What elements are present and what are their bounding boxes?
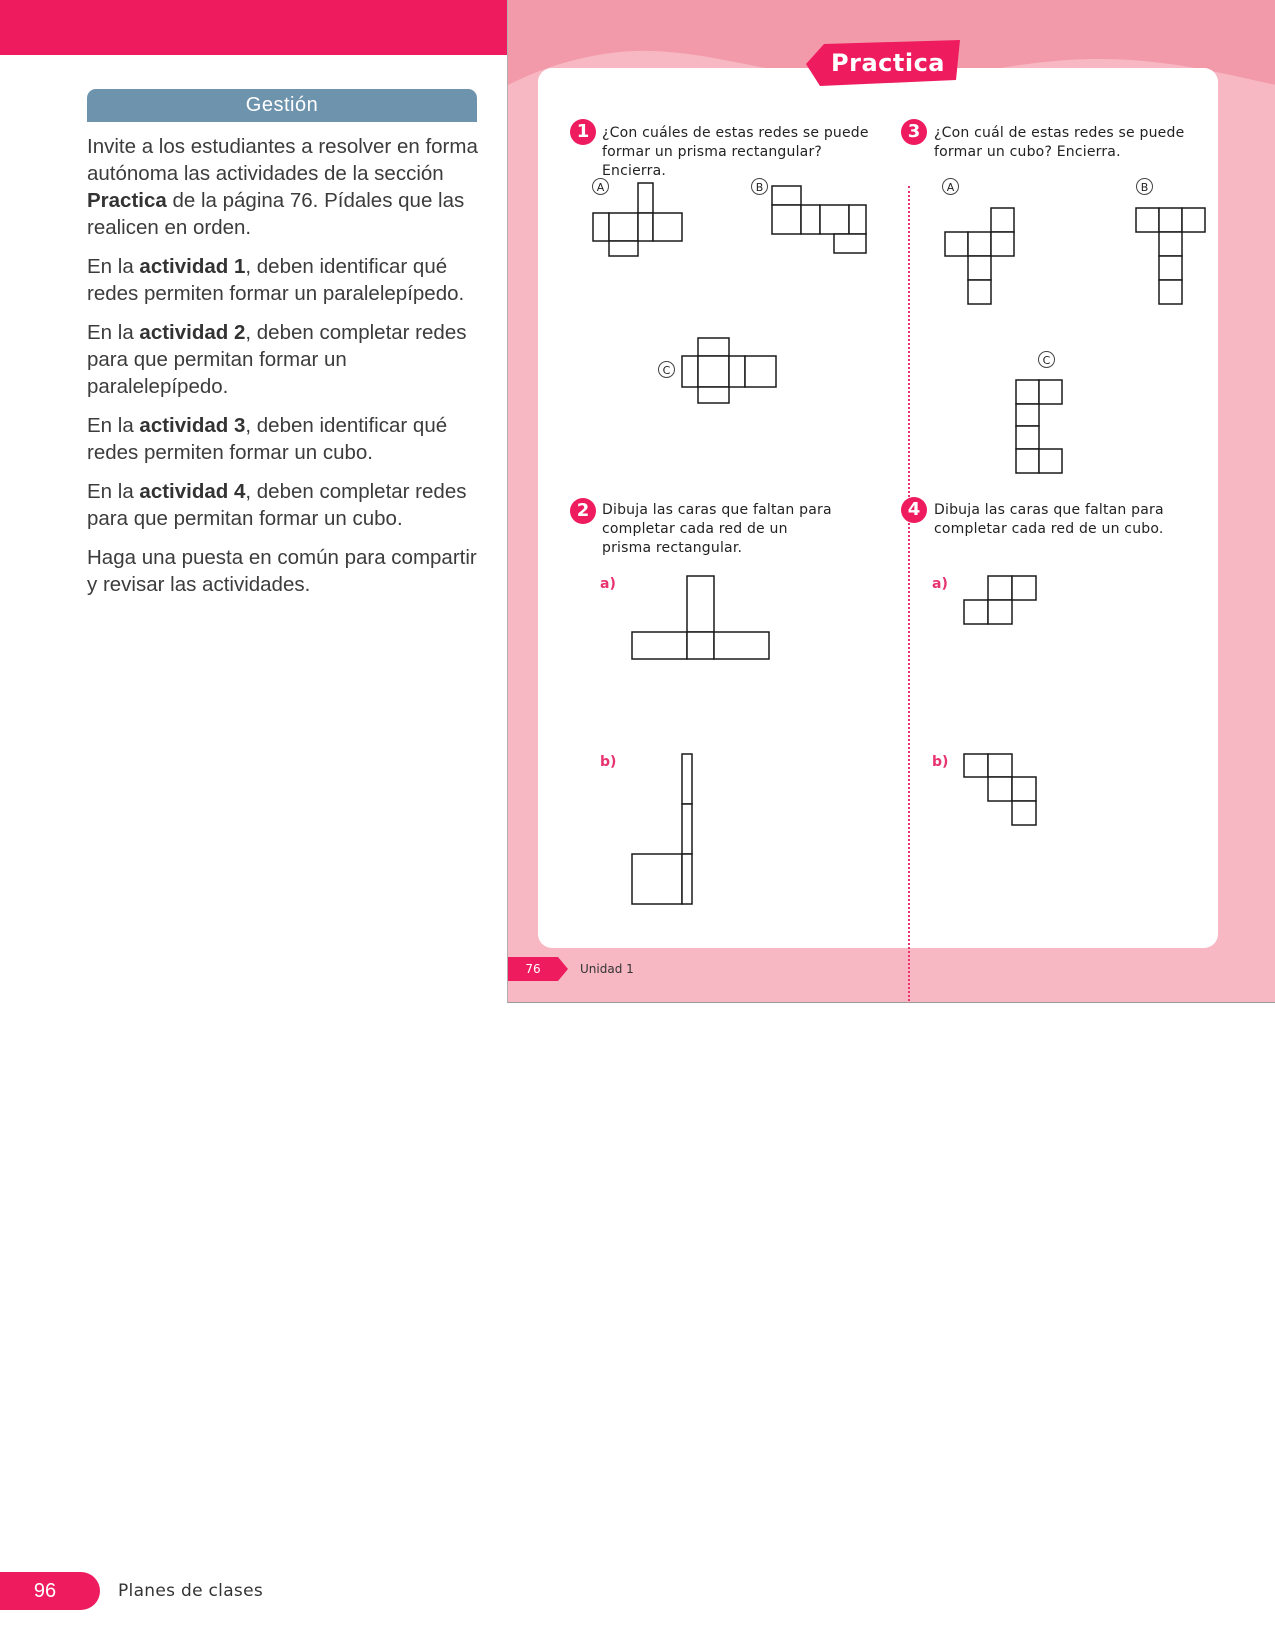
column-divider bbox=[908, 186, 910, 1001]
net-3c-diagram bbox=[1016, 380, 1076, 480]
question-3-text: ¿Con cuál de estas redes se puede formar un cubo? Encierra. bbox=[934, 125, 1185, 160]
gestion-paragraph-5: En la actividad 4, deben completar redes para que permitan formar un cubo. bbox=[87, 480, 467, 530]
exercise-card bbox=[538, 68, 1218, 948]
net-1c-diagram bbox=[682, 338, 782, 408]
gestion-paragraph-1: Invite a los estudiantes a resolver en forma autónoma las actividades de la sección Practica de la página 76. Pídales que las realicen en orden. bbox=[87, 135, 478, 239]
student-page-preview bbox=[507, 0, 1275, 1003]
question-2-number: 2 bbox=[570, 498, 596, 524]
option-1a-label: A bbox=[592, 178, 609, 195]
gestion-paragraph-6: Haga una puesta en común para compartir y revisar las actividades. bbox=[87, 546, 477, 596]
question-4-text: Dibuja las caras que faltan para completar cada red de un cubo. bbox=[934, 502, 1164, 537]
student-page-number: 76 bbox=[525, 962, 541, 976]
question-4b-label: b) bbox=[932, 754, 949, 770]
gestion-paragraph-2: En la actividad 1, deben identificar qué redes permiten formar un paralelepípedo. bbox=[87, 255, 465, 305]
net-4b-diagram bbox=[964, 754, 1044, 834]
option-3a-label: A bbox=[942, 178, 959, 195]
footer-label: Planes de clases bbox=[118, 1581, 263, 1601]
net-2a-diagram bbox=[632, 576, 772, 666]
top-accent-band bbox=[0, 0, 508, 55]
question-2-text: Dibuja las caras que faltan para completar cada red de un prisma rectangular. bbox=[602, 502, 832, 556]
practica-title: Practica bbox=[831, 49, 945, 77]
option-3c-label: C bbox=[1038, 351, 1055, 368]
unit-label: Unidad 1 bbox=[580, 962, 634, 976]
option-1c-label: C bbox=[658, 361, 675, 378]
question-1-number: 1 bbox=[570, 119, 596, 145]
net-3a-diagram bbox=[945, 208, 1025, 308]
net-1b-diagram bbox=[772, 186, 872, 256]
gestion-paragraph-4: En la actividad 3, deben identificar qué redes permiten formar un cubo. bbox=[87, 414, 448, 464]
net-2b-diagram bbox=[632, 754, 702, 914]
question-4-number: 4 bbox=[901, 497, 927, 523]
gestion-header: Gestión bbox=[87, 89, 477, 122]
question-4a-label: a) bbox=[932, 576, 948, 592]
option-3b-label: B bbox=[1136, 178, 1153, 195]
gestion-paragraph-3: En la actividad 2, deben completar redes para que permitan formar un paralelepípedo. bbox=[87, 321, 467, 398]
question-2a-label: a) bbox=[600, 576, 616, 592]
question-2b-label: b) bbox=[600, 754, 617, 770]
net-4a-diagram bbox=[964, 576, 1044, 636]
net-1a-diagram bbox=[593, 183, 693, 263]
footer-page-number: 96 bbox=[33, 1580, 57, 1602]
net-3b-diagram bbox=[1136, 208, 1216, 308]
question-1-text: ¿Con cuáles de estas redes se puede formar un prisma rectangular? Encierra. bbox=[602, 125, 869, 179]
gestion-instructions bbox=[87, 133, 487, 610]
option-1b-label: B bbox=[751, 178, 768, 195]
question-3-number: 3 bbox=[901, 119, 927, 145]
